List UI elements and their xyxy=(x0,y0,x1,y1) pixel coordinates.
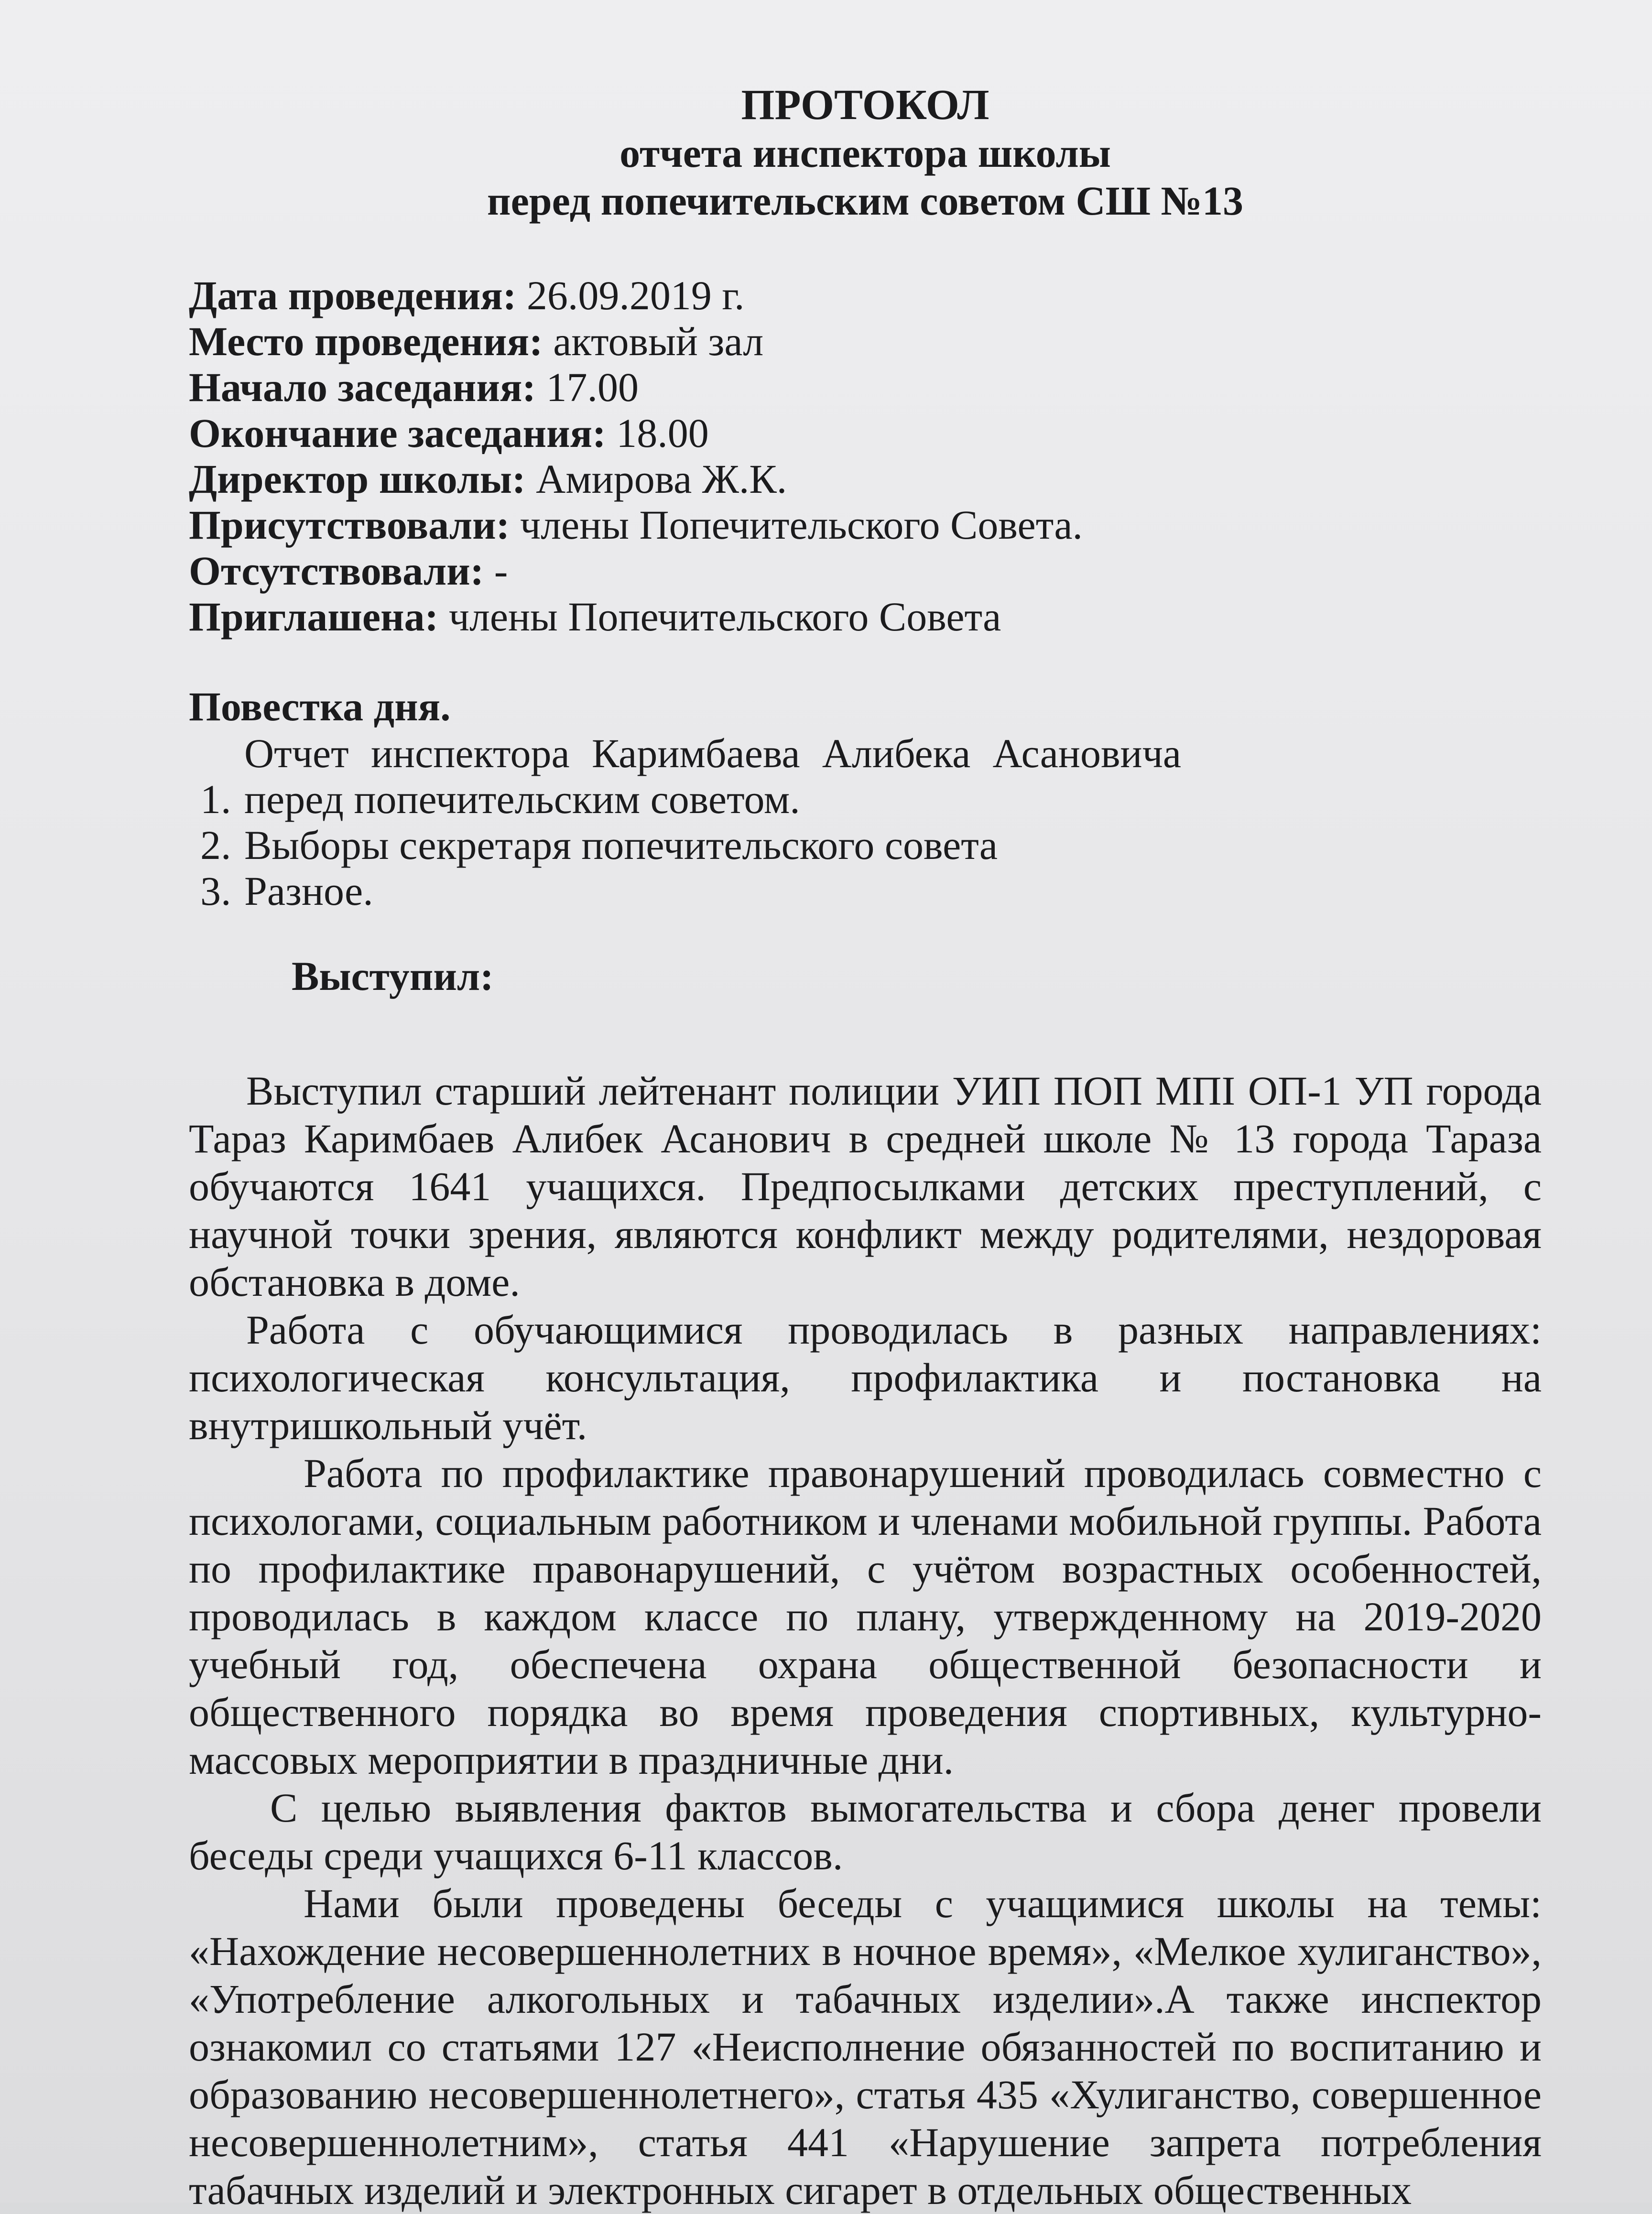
meta-invited xyxy=(189,594,1542,640)
agenda-heading: Повестка дня. xyxy=(189,684,451,729)
report-paragraph: Работа с обучающимися проводилась в разных направлениях: психологическая консультация, профилактика и постановка на внутришкольный учёт. xyxy=(189,1307,1542,1448)
agenda-list xyxy=(189,730,1542,914)
report-body xyxy=(189,1067,1542,2214)
meta-place xyxy=(189,318,1542,364)
meta-label: Отсутствовали: xyxy=(189,548,484,594)
meta-end xyxy=(189,410,1542,456)
title-subtitle: отчета инспектора школы xyxy=(620,130,1111,176)
meta-label: Директор школы: xyxy=(189,456,526,502)
meta-label: Присутствовали: xyxy=(189,502,510,548)
title-subtitle-2: перед попечительским советом СШ №13 xyxy=(487,178,1243,224)
agenda-item-text: Выборы секретаря попечительского совета xyxy=(244,822,998,868)
meta-label: Окончание заседания: xyxy=(189,410,606,456)
meeting-details xyxy=(189,272,1542,640)
meta-label: Дата проведения: xyxy=(189,272,517,318)
agenda-item xyxy=(241,822,1542,868)
meta-value: - xyxy=(484,548,508,594)
meta-value: актовый зал xyxy=(543,318,764,364)
meta-label: Приглашена: xyxy=(189,594,439,640)
meta-director xyxy=(189,456,1542,502)
speaker-heading: Выступил: xyxy=(292,953,494,999)
agenda-item-text: Разное. xyxy=(244,868,373,914)
document-title xyxy=(189,81,1542,225)
report-paragraph: С целью выявления фактов вымогательства и сбора денег провели беседы среди учащихся 6-11 классов. xyxy=(189,1785,1542,1878)
meta-value: 17.00 xyxy=(536,364,639,410)
meta-label: Начало заседания: xyxy=(189,364,536,410)
report-paragraph: Работа по профилактике правонарушений проводилась совместно с психологами, социальным работником и членами мобильной группы. Работа по профилактике правонарушений, с учётом возрастных особенностей, проводилась в каждом классе по плану, утвержденному на 2019-2020 учебный год, обеспечена охрана общественной безопасности и общественного порядка во время проведения спортивных, культурно-массовых мероприятии в праздничные дни. xyxy=(189,1450,1542,1783)
meta-present xyxy=(189,502,1542,548)
meta-value: 18.00 xyxy=(606,410,709,456)
meta-date xyxy=(189,272,1542,318)
meta-label: Место проведения: xyxy=(189,318,543,364)
meta-value: члены Попечительского Совета xyxy=(438,594,1001,640)
report-paragraph: Нами были проведены беседы с учащимися школы на темы: «Нахождение несовершеннолетних в ночное время», «Мелкое хулиганство», «Употребление алкогольных и табачных изделии».А также инспектор ознакомил со статьями 127 «Неисполнение обязанностей по воспитанию и образованию несовершеннолетнего», статья 435 «Хулиганство, совершенное несовершеннолетним», статья 441 «Нарушение запрета потребления табачных изделий и электронных сигарет в отдельных общественных xyxy=(189,1880,1542,2213)
title-protocol: ПРОТОКОЛ xyxy=(741,81,989,129)
meta-value: Амирова Ж.К. xyxy=(525,456,787,502)
agenda-item xyxy=(241,868,1542,914)
meta-start xyxy=(189,364,1542,410)
meta-value: 26.09.2019 г. xyxy=(516,272,745,318)
report-paragraph: Выступил старший лейтенант полиции УИП ПОП МПI ОП-1 УП города Тараз Каримбаев Алибек Асанович в средней школе № 13 города Тараза обучаются 1641 учащихся. Предпосылками детских преступлений, с научной точки зрения, являются конфликт между родителями, нездоровая обстановка в доме. xyxy=(189,1068,1542,1305)
agenda-item xyxy=(241,730,1542,822)
protocol-sheet xyxy=(189,81,1542,2214)
meta-value: члены Попечительского Совета. xyxy=(510,502,1083,548)
agenda-item-text: Отчет инспектора Каримбаева Алибека Асановича перед попечительским советом. xyxy=(244,730,1181,822)
meta-absent xyxy=(189,548,1542,594)
